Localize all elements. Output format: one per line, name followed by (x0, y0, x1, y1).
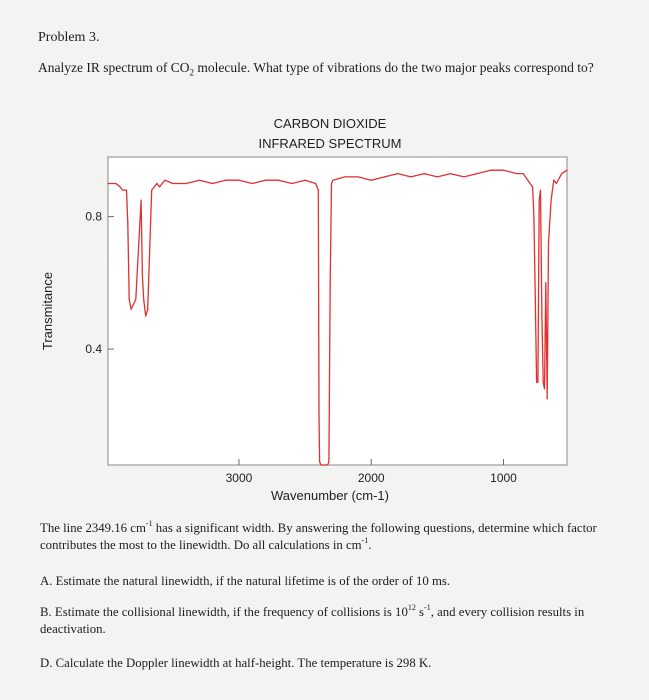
data-point-47 (397, 173, 398, 174)
data-point-73 (553, 180, 554, 181)
question-b-pre: B. Estimate the collisional linewidth, if the frequency of collisions is 10 (40, 605, 408, 619)
data-point-25 (252, 183, 253, 184)
data-point-33 (319, 461, 320, 462)
data-point-7 (131, 309, 132, 310)
y-tick-label-0: 0.8 (85, 209, 102, 224)
data-point-39 (328, 461, 329, 462)
data-point-6 (129, 299, 130, 300)
data-point-70 (547, 398, 548, 399)
data-point-36 (323, 464, 324, 465)
data-point-76 (566, 170, 567, 171)
data-point-11 (143, 299, 144, 300)
data-point-1 (115, 183, 116, 184)
question-b-post: , and every collision results in deactivation. (40, 605, 585, 636)
data-point-16 (159, 186, 160, 187)
data-point-23 (225, 180, 226, 181)
x-tick-label-2: 1000 (490, 471, 517, 485)
intro-superscript-1: -1 (145, 519, 153, 528)
intro-text-mid: has a significant width. By answering the following questions, determine which factor contributes the most to the linewidth. Do all calculations in cm (40, 521, 597, 552)
problem-title: Problem 3. (38, 30, 100, 45)
data-point-17 (162, 183, 163, 184)
intro-paragraph (40, 520, 625, 554)
data-point-18 (164, 180, 165, 181)
question-b-sup-1: 12 (407, 603, 416, 612)
data-point-24 (238, 180, 239, 181)
data-point-71 (548, 243, 549, 244)
data-point-75 (561, 173, 562, 174)
data-point-56 (516, 173, 517, 174)
question-b-sup-2: -1 (424, 603, 431, 612)
data-point-38 (327, 464, 328, 465)
plot-frame (108, 157, 567, 465)
data-point-31 (318, 190, 319, 191)
data-point-57 (523, 173, 524, 174)
data-point-27 (278, 180, 279, 181)
data-point-13 (147, 309, 148, 310)
data-point-64 (539, 200, 540, 201)
data-point-40 (330, 282, 331, 283)
data-point-34 (320, 464, 321, 465)
intro-text-pre: The line 2349.16 cm (40, 521, 146, 535)
data-point-45 (371, 180, 372, 181)
data-point-62 (536, 382, 537, 383)
data-point-54 (490, 170, 491, 171)
data-point-4 (126, 190, 127, 191)
y-tick-label-1: 0.4 (85, 342, 102, 357)
data-point-35 (322, 464, 323, 465)
data-point-41 (331, 183, 332, 184)
data-point-61 (535, 299, 536, 300)
x-tick-label-1: 2000 (357, 471, 385, 485)
data-point-67 (543, 382, 544, 383)
data-point-14 (151, 190, 152, 191)
data-point-0 (107, 183, 108, 184)
data-point-5 (127, 223, 128, 224)
data-point-2 (119, 186, 120, 187)
data-point-22 (212, 183, 213, 184)
data-point-44 (357, 176, 358, 177)
data-point-37 (326, 464, 327, 465)
data-point-66 (541, 315, 542, 316)
data-point-59 (532, 186, 533, 187)
question-text-post: molecule. What type of vibrations do the two major peaks correspond to? (193, 60, 594, 75)
data-point-30 (315, 183, 316, 184)
chart-title: CARBON DIOXIDE (273, 116, 387, 131)
data-point-28 (291, 183, 292, 184)
data-point-51 (450, 173, 451, 174)
question-d: D. Calculate the Doppler linewidth at half-height. The temperature is 298 K. (40, 656, 432, 670)
data-point-68 (544, 388, 545, 389)
data-point-29 (305, 180, 306, 181)
data-point-55 (503, 170, 504, 171)
data-point-12 (145, 315, 146, 316)
intro-text-post: . (368, 538, 372, 552)
intro-superscript-2: -1 (361, 536, 369, 545)
data-point-43 (344, 176, 345, 177)
data-point-50 (437, 176, 438, 177)
data-point-32 (318, 415, 319, 416)
question-a: A. Estimate the natural linewidth, if the natural lifetime is of the order of 10 ms. (40, 574, 451, 588)
x-tick-label-0: 3000 (225, 471, 253, 485)
question-text-pre: Analyze IR spectrum of CO (38, 60, 190, 75)
data-point-49 (424, 173, 425, 174)
data-point-58 (529, 183, 530, 184)
question-b-mid: s (415, 605, 425, 619)
data-point-74 (556, 183, 557, 184)
data-point-60 (533, 216, 534, 217)
data-point-9 (141, 200, 142, 201)
data-point-46 (384, 176, 385, 177)
data-point-20 (185, 183, 186, 184)
data-point-8 (135, 299, 136, 300)
data-point-69 (545, 282, 546, 283)
data-point-48 (410, 176, 411, 177)
data-point-26 (265, 180, 266, 181)
data-point-10 (142, 276, 143, 277)
question-b (40, 604, 625, 638)
data-point-72 (551, 200, 552, 201)
data-point-63 (537, 382, 538, 383)
data-point-21 (199, 180, 200, 181)
data-point-53 (477, 173, 478, 174)
question-subscript: 2 (189, 67, 194, 78)
x-axis-label: Wavenumber (cm-1) (271, 488, 389, 503)
data-point-19 (172, 183, 173, 184)
data-point-52 (463, 176, 464, 177)
chart-subtitle: INFRARED SPECTRUM (258, 136, 402, 151)
data-point-3 (122, 190, 123, 191)
data-point-15 (156, 183, 157, 184)
data-point-42 (332, 180, 333, 181)
data-point-65 (540, 190, 541, 191)
y-axis-label: Transmitance (40, 271, 55, 351)
